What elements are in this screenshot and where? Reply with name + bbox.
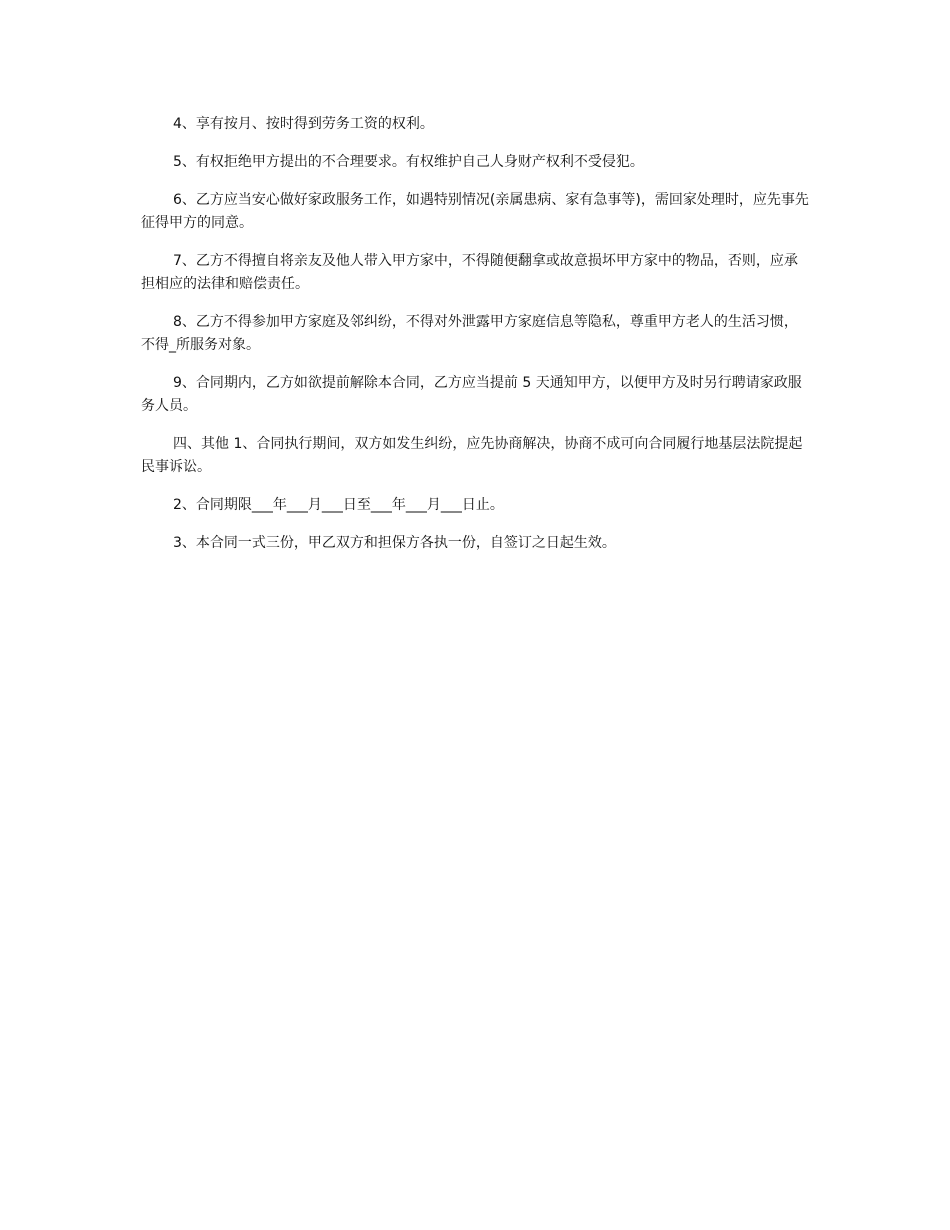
clause-6-leave-consent: 6、乙方应当安心做好家政服务工作，如遇特别情况(亲属患病、家有急事等)，需回家处理时，应先事先征得甲方的同意。	[141, 192, 809, 231]
clause-5-refuse-unreasonable: 5、有权拒绝甲方提出的不合理要求。有权维护自己人身财产权利不受侵犯。	[173, 154, 644, 170]
clause-9-early-termination: 9、合同期内，乙方如欲提前解除本合同，乙方应当提前 5 天通知甲方，以便甲方及时另行聘请家政服务人员。	[141, 375, 802, 414]
clause-8-privacy: 8、乙方不得参加甲方家庭及邻纠纷，不得对外泄露甲方家庭信息等隐私，尊重甲方老人的生活习惯，不得_所服务对象。	[141, 314, 798, 353]
section-4-disputes: 四、其他 1、合同执行期间，双方如发生纠纷，应先协商解决，协商不成可向合同履行地基层法院提起民事诉讼。	[141, 436, 803, 475]
clause-4-wage-rights: 4、享有按月、按时得到劳务工资的权利。	[173, 116, 434, 132]
clause-contract-term: 2、合同期限___年___月___日至___年___月___日止。	[173, 497, 504, 513]
document-body	[141, 113, 811, 570]
clause-copies-effective: 3、本合同一式三份，甲乙双方和担保方各执一份，自签订之日起生效。	[173, 535, 616, 551]
clause-7-no-visitors: 7、乙方不得擅自将亲友及他人带入甲方家中，不得随便翻拿或故意损坏甲方家中的物品，否则，应承担相应的法律和赔偿责任。	[141, 253, 798, 292]
